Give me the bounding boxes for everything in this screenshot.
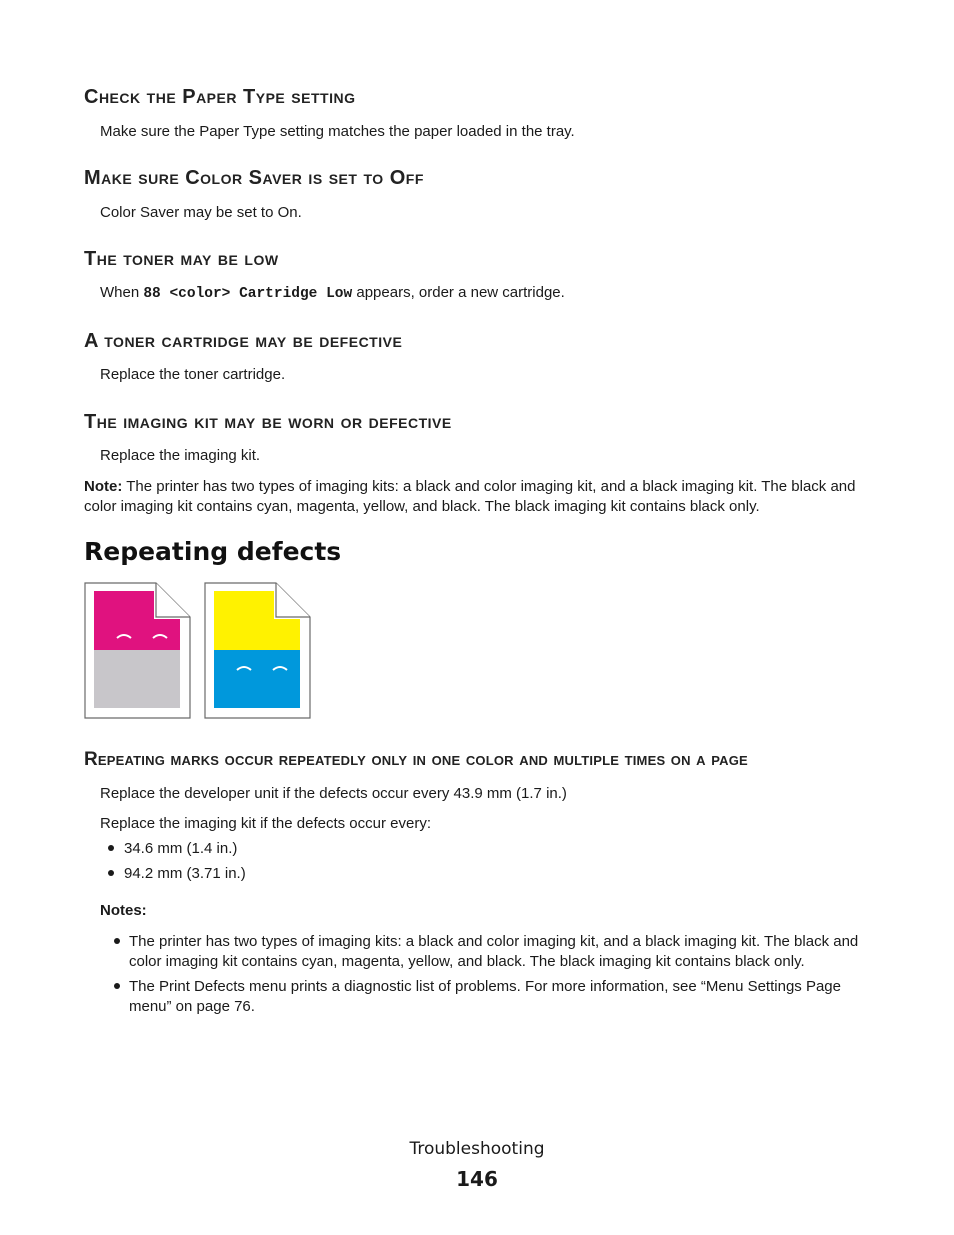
paragraph-imaging-kit-every: Replace the imaging kit if the defects occur every:: [100, 815, 431, 832]
notes-item: The Print Defects menu prints a diagnostic list of problems. For more information, see “Menu Settings Page menu” on page 76.: [129, 978, 841, 1015]
paragraph-imaging-kit: Replace the imaging kit.: [100, 447, 261, 464]
notes-item: The printer has two types of imaging kits: a black and color imaging kit, and a black imaging kit. The black and color imaging kit contains cyan, magenta, yellow, and black. The black imaging kit contains black only.: [129, 933, 859, 970]
page-illustration-yellow-cyan: [205, 583, 310, 718]
note-paragraph: [84, 477, 874, 517]
heading-color-saver: Make sure Color Saver is set to Off: [84, 167, 424, 189]
heading-repeating-marks: Repeating marks occur repeatedly only in one color and multiple times on a page: [84, 749, 748, 770]
footer-chapter: Troubleshooting: [409, 1139, 545, 1159]
paragraph-color-saver: Color Saver may be set to On.: [100, 204, 302, 221]
notes-label: Notes:: [100, 902, 147, 919]
text-suffix: appears, order a new cartridge.: [352, 284, 565, 301]
paragraph-toner-defective: Replace the toner cartridge.: [100, 366, 286, 383]
bullet-item: 34.6 mm (1.4 in.): [124, 840, 238, 857]
paragraph-check-paper-type: Make sure the Paper Type setting matches the paper loaded in the tray.: [100, 123, 575, 140]
paragraph-developer-unit: Replace the developer unit if the defects occur every 43.9 mm (1.7 in.): [100, 785, 567, 802]
heading-imaging-kit: The imaging kit may be worn or defective: [84, 411, 452, 433]
heading-toner-low: The toner may be low: [84, 248, 279, 270]
page-number: 146: [456, 1167, 498, 1191]
repeating-defects-illustration: [84, 582, 312, 720]
bullet-marker: [108, 870, 114, 876]
page-illustration-magenta: [85, 583, 190, 718]
note-text: The printer has two types of imaging kits: a black and color imaging kit, and a black imaging kit. The black and color imaging kit contains cyan, magenta, yellow, and black. The black imaging kit contains black only.: [84, 478, 856, 515]
heading-toner-defective: A toner cartridge may be defective: [84, 330, 403, 352]
section-title: Repeating defects: [84, 537, 342, 566]
bullet-marker: [114, 983, 120, 989]
bullet-marker: [114, 938, 120, 944]
text-prefix: When: [100, 284, 144, 301]
paragraph-toner-low: [100, 283, 565, 304]
heading-check-paper-type: Check the Paper Type setting: [84, 86, 356, 108]
code-message: 88 <color> Cartridge Low: [143, 286, 353, 302]
bullet-item: 94.2 mm (3.71 in.): [124, 865, 246, 882]
bullet-marker: [108, 845, 114, 851]
note-label: Note:: [84, 478, 123, 495]
